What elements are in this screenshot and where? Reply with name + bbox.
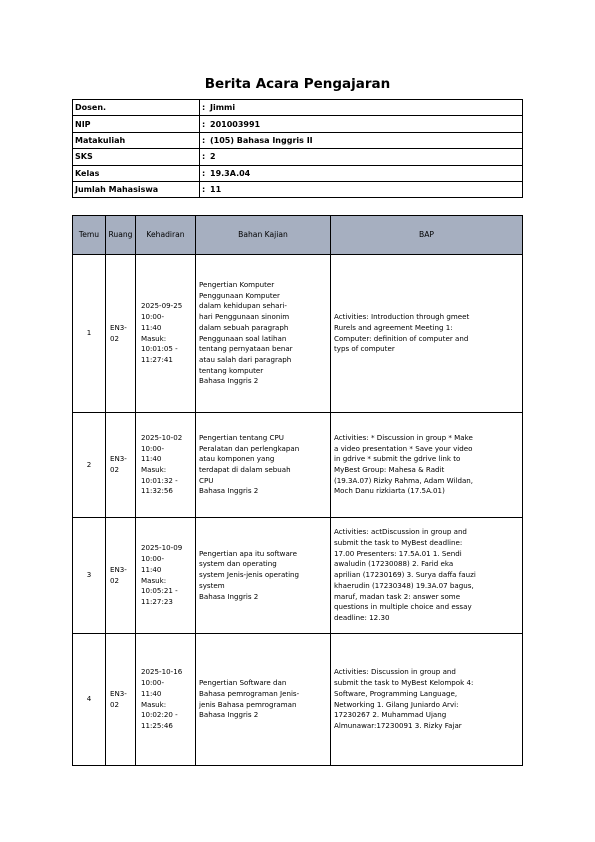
header-bap: BAP: [331, 216, 523, 255]
table-header-row: [73, 216, 523, 255]
table-row: [73, 634, 523, 766]
colon-separator: :: [202, 119, 206, 129]
info-value-cell: [200, 149, 523, 165]
page-title: Berita Acara Pengajaran: [204, 76, 391, 92]
kehadiran-cell-line: 11:27:23: [141, 596, 173, 606]
bahan-kajian-cell-line: CPU: [199, 475, 214, 485]
bap-cell-line: Activities: Discussion in group and: [334, 667, 456, 677]
bap-cell-line: khaerudin (17230348) 19.3A.07 bagus,: [334, 580, 474, 590]
kehadiran-cell-line: 10:05:21 -: [141, 586, 178, 596]
kehadiran-cell-line: 11:32:56: [141, 486, 173, 496]
bahan-kajian-cell-line: Penggunaan Komputer: [199, 290, 280, 300]
bahan-kajian-cell-line: Pengertian Software dan: [199, 678, 287, 688]
ruang-cell-line: 02: [110, 333, 120, 343]
bap-cell-line: Activities: Introduction through gmeet: [334, 312, 470, 322]
info-value-cell: [200, 181, 523, 197]
bap-cell-line: Computer: definition of computer and: [334, 333, 469, 343]
ruang-cell: [106, 634, 136, 766]
bap-cell: [331, 413, 523, 518]
bap-cell-line: MyBest Group: Mahesa & Radit: [334, 465, 445, 474]
bap-cell-line: Software, Programming Language,: [334, 688, 458, 698]
bahan-kajian-cell-line: atau komponen yang: [199, 454, 275, 464]
bap-cell-line: questions in multiple choice and essay: [334, 602, 472, 612]
bahan-kajian-cell-line: Bahasa Inggris 2: [199, 710, 259, 720]
kehadiran-cell-line: 10:01:05 -: [141, 344, 178, 354]
bahan-kajian-cell-line: Bahasa Inggris 2: [199, 376, 259, 386]
kehadiran-cell-line: Masuk:: [141, 465, 167, 474]
bap-cell-line: in gdrive * submit the gdrive link to: [334, 454, 461, 464]
bahan-kajian-cell: [196, 255, 331, 413]
info-key: Dosen.: [73, 100, 200, 116]
bap-cell-line: Activities: * Discussion in group * Make: [334, 432, 473, 442]
header-ruang: Ruang: [106, 216, 136, 255]
info-row: [73, 149, 523, 165]
info-value: 201003991: [210, 119, 261, 129]
ruang-cell-line: EN3-: [110, 322, 127, 332]
info-value: Jimmi: [210, 103, 236, 113]
colon-separator: :: [202, 168, 206, 178]
bahan-kajian-cell-line: Bahasa pemrograman Jenis-: [199, 688, 300, 698]
info-key: NIP: [73, 116, 200, 132]
kehadiran-cell-line: 2025-09-25: [141, 301, 183, 311]
table-row: [73, 518, 523, 634]
header-bahan-kajian: Bahan Kajian: [196, 216, 331, 255]
kehadiran-cell: [136, 255, 196, 413]
course-info-table: [72, 99, 523, 198]
bap-cell-line: aprilian (17230169) 3. Surya daffa fauzi: [334, 570, 476, 580]
ruang-cell-line: 02: [110, 699, 120, 709]
temu-cell: 3: [73, 518, 106, 634]
bap-cell-line: Rurels and agreement Meeting 1:: [334, 322, 453, 332]
kehadiran-cell: [136, 413, 196, 518]
bap-cell-line: a video presentation * Save your video: [334, 443, 473, 453]
bahan-kajian-cell-line: system: [199, 580, 225, 590]
info-value-cell: [200, 132, 523, 148]
bahan-kajian-cell-line: terdapat di dalam sebuah: [199, 465, 291, 474]
ruang-cell-line: EN3-: [110, 564, 127, 574]
ruang-cell-line: 02: [110, 575, 120, 585]
kehadiran-cell-line: 11:40: [141, 322, 162, 332]
kehadiran-cell-line: 2025-10-16: [141, 667, 183, 677]
bap-cell-line: awaludin (17230088) 2. Farid eka: [334, 559, 454, 569]
colon-separator: :: [202, 103, 206, 113]
ruang-cell-line: EN3-: [110, 688, 127, 698]
bap-cell-line: Networking 1. Gilang Juniardo Arvi:: [334, 699, 459, 709]
table-row: [73, 413, 523, 518]
info-value: (105) Bahasa Inggris II: [210, 135, 313, 145]
kehadiran-cell-line: 11:27:41: [141, 354, 173, 364]
bahan-kajian-cell: [196, 518, 331, 634]
kehadiran-cell-line: 10:00-: [141, 312, 165, 322]
colon-separator: :: [202, 135, 206, 145]
bap-cell-line: Moch Danu rizkiarta (17.5A.01): [334, 486, 445, 496]
bap-cell: [331, 518, 523, 634]
bap-cell-line: typs of computer: [334, 344, 395, 354]
info-key: Jumlah Mahasiswa: [73, 181, 200, 197]
info-row: [73, 116, 523, 132]
bahan-kajian-cell-line: hari Penggunaan sinonim: [199, 312, 290, 322]
info-row: [73, 165, 523, 181]
bahan-kajian-cell-line: Bahasa Inggris 2: [199, 591, 259, 601]
bahan-kajian-cell-line: tentang komputer: [199, 365, 264, 375]
bahan-kajian-cell-line: system Jenis-jenis operating: [199, 570, 300, 580]
kehadiran-cell-line: 2025-10-09: [141, 543, 183, 553]
info-value-cell: [200, 116, 523, 132]
bap-cell-line: 17230267 2. Muhammad Ujang: [334, 710, 447, 720]
bap-cell-line: submit the task to MyBest Kelompok 4:: [334, 678, 474, 688]
bahan-kajian-cell-line: system dan operating: [199, 559, 277, 569]
bap-cell-line: submit the task to MyBest deadline:: [334, 538, 463, 548]
bahan-kajian-cell: [196, 634, 331, 766]
ruang-cell: [106, 518, 136, 634]
bap-cell-line: deadline: 12.30: [334, 612, 390, 622]
table-row: [73, 255, 523, 413]
bahan-kajian-cell-line: tentang pernyataan benar: [199, 344, 293, 354]
info-row: [73, 100, 523, 116]
bahan-kajian-cell-line: dalam sebuah paragraph: [199, 322, 289, 332]
kehadiran-cell: [136, 518, 196, 634]
kehadiran-cell-line: 10:00-: [141, 554, 165, 564]
ruang-cell-line: EN3-: [110, 454, 127, 464]
kehadiran-cell-line: 2025-10-02: [141, 432, 183, 442]
bahan-kajian-cell-line: dalam kehidupan sehari-: [199, 301, 287, 311]
bap-cell-line: Activities: actDiscussion in group and: [334, 527, 467, 537]
temu-cell: 1: [73, 255, 106, 413]
info-value: 19.3A.04: [210, 168, 251, 178]
colon-separator: :: [202, 185, 206, 195]
kehadiran-cell-line: 10:02:20 -: [141, 710, 178, 720]
info-key: Kelas: [73, 165, 200, 181]
kehadiran-cell-line: 11:25:46: [141, 720, 173, 730]
kehadiran-cell-line: 11:40: [141, 564, 162, 574]
header-kehadiran: Kehadiran: [136, 216, 196, 255]
temu-cell: 4: [73, 634, 106, 766]
kehadiran-cell-line: Masuk:: [141, 333, 167, 343]
kehadiran-cell-line: Masuk:: [141, 575, 167, 585]
info-value: 2: [210, 152, 216, 162]
info-key: SKS: [73, 149, 200, 165]
info-value-cell: [200, 100, 523, 116]
info-value: 11: [210, 185, 222, 195]
bahan-kajian-cell-line: jenis Bahasa pemrograman: [199, 699, 297, 709]
bahan-kajian-cell-line: Pengertian tentang CPU: [199, 432, 284, 442]
bap-cell-line: maruf, madan task 2: answer some: [334, 591, 461, 601]
bahan-kajian-cell-line: atau salah dari paragraph: [199, 354, 292, 364]
kehadiran-cell-line: 11:40: [141, 454, 162, 464]
bap-cell-line: (19.3A.07) Rizky Rahma, Adam Wildan,: [334, 475, 474, 485]
kehadiran-cell: [136, 634, 196, 766]
bahan-kajian-cell-line: Pengertian apa itu software: [199, 548, 297, 558]
kehadiran-cell-line: 10:01:32 -: [141, 475, 178, 485]
ruang-cell-line: 02: [110, 465, 120, 474]
teaching-log-table: [72, 215, 523, 766]
bahan-kajian-cell-line: Peralatan dan perlengkapan: [199, 443, 300, 453]
kehadiran-cell-line: 10:00-: [141, 443, 165, 453]
header-temu: Temu: [73, 216, 106, 255]
bahan-kajian-cell-line: Bahasa Inggris 2: [199, 486, 259, 496]
temu-cell: 2: [73, 413, 106, 518]
info-key: Matakuliah: [73, 132, 200, 148]
bap-cell-line: Almunawar:17230091 3. Rizky Fajar: [334, 720, 462, 730]
bap-cell: [331, 255, 523, 413]
bahan-kajian-cell-line: Pengertian Komputer: [199, 279, 275, 289]
info-row: [73, 181, 523, 197]
kehadiran-cell-line: 11:40: [141, 688, 162, 698]
kehadiran-cell-line: Masuk:: [141, 699, 167, 709]
bap-cell: [331, 634, 523, 766]
info-value-cell: [200, 165, 523, 181]
bap-cell-line: 17.00 Presenters: 17.5A.01 1. Sendi: [334, 548, 462, 558]
info-row: [73, 132, 523, 148]
bahan-kajian-cell: [196, 413, 331, 518]
ruang-cell: [106, 255, 136, 413]
bahan-kajian-cell-line: Penggunaan soal latihan: [199, 333, 287, 343]
colon-separator: :: [202, 152, 206, 162]
kehadiran-cell-line: 10:00-: [141, 678, 165, 688]
ruang-cell: [106, 413, 136, 518]
